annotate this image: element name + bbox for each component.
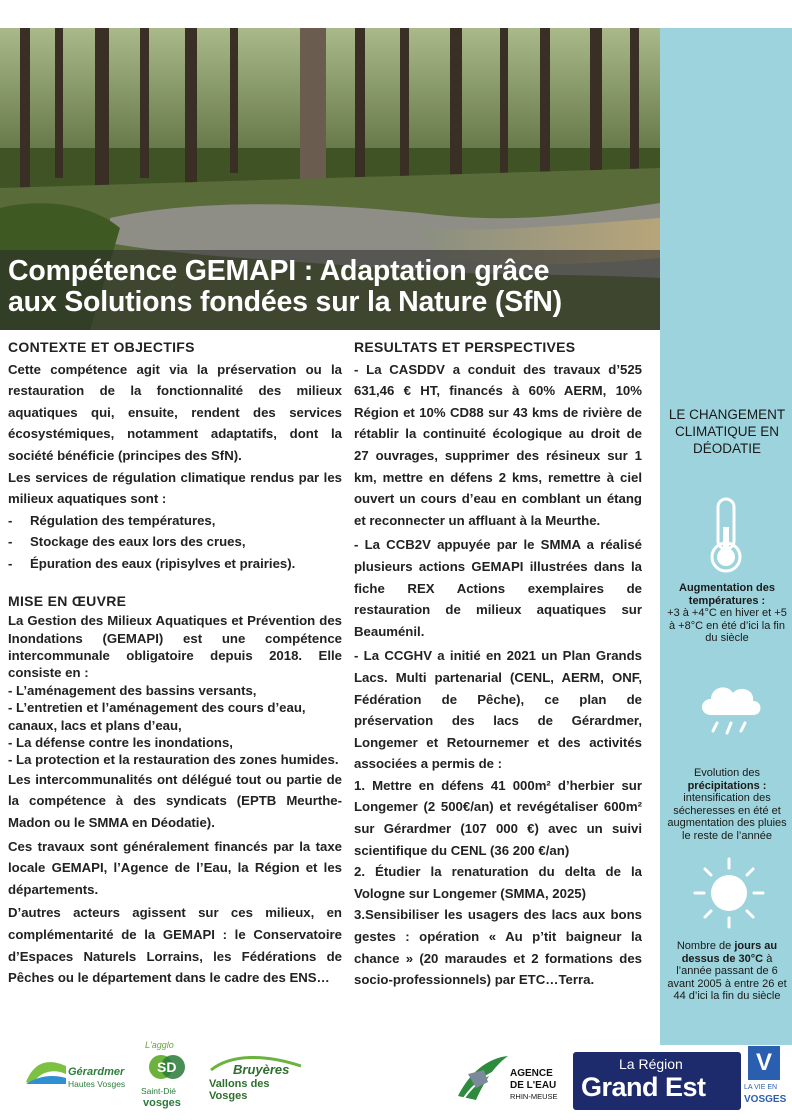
agence-eau-mark-icon bbox=[454, 1052, 510, 1104]
region-line-2: Grand Est bbox=[581, 1072, 706, 1102]
results-heading: RESULTATS ET PERSPECTIVES bbox=[354, 339, 576, 355]
service-item: - Régulation des températures, bbox=[8, 510, 342, 532]
precipitation-info bbox=[664, 767, 790, 842]
left-column bbox=[8, 337, 342, 989]
agence-line-2: DE L'EAU bbox=[510, 1080, 557, 1091]
agence-line-1: AGENCE bbox=[510, 1068, 553, 1079]
vosges-v-icon: V bbox=[748, 1046, 780, 1080]
service-item-text: Régulation des températures, bbox=[30, 512, 216, 528]
results-list-item: 1. Mettre en défens 41 000m² d’herbier sur Longemer (2 500€/an) et revégétaliser 600m² sur Gérardmer (107 000 €) avec un suivi scientifique du CENL (36 200 €/an) bbox=[354, 777, 642, 858]
right-column bbox=[354, 337, 642, 991]
hot-days-text: à l’année passant de 6 avant 2005 à entre 26 et 44 d’ici la fin du siècle bbox=[667, 952, 787, 1002]
implementation-heading: MISE EN ŒUVRE bbox=[8, 592, 127, 609]
logo-vosges bbox=[744, 1046, 788, 1112]
temperature-info bbox=[664, 582, 790, 645]
context-heading: CONTEXTE ET OBJECTIFS bbox=[8, 339, 195, 355]
hot-days-bold: jours au dessus de 30°C bbox=[681, 940, 778, 965]
gerardmer-name: Gérardmer bbox=[68, 1066, 125, 1078]
thermometer-icon bbox=[706, 497, 746, 575]
gerardmer-subname: Hautes Vosges bbox=[68, 1079, 126, 1089]
implementation-item: - La défense contre les inondations, bbox=[8, 734, 233, 750]
page-title bbox=[8, 256, 658, 318]
logo-bruyeres bbox=[205, 1052, 309, 1104]
agglo-name-1: Saint-Dié bbox=[141, 1086, 176, 1096]
precipitation-bold: précipitations : bbox=[687, 779, 767, 792]
hot-days-info bbox=[664, 940, 790, 1003]
implementation-paragraph-3: Ces travaux sont généralement financés par la taxe locale GEMAPI, l’Agence de l’Eau, la Région et les départements. bbox=[8, 838, 342, 897]
logo-region-grand-est bbox=[573, 1052, 741, 1110]
context-paragraph-1: Cette compétence agit via la préservation ou la restauration de la fonctionnalité des milieux aquatiques qui, ensuite, rendent des services écosystémiques, notamment adaptatifs, dont la société bénéficie (principes des SfN). bbox=[8, 361, 342, 463]
temperature-bold: Augmentation des températures : bbox=[679, 582, 775, 607]
vosges-line-2: VOSGES bbox=[744, 1094, 787, 1105]
implementation-paragraph-4: D’autres acteurs agissent sur ces milieux, en complémentarité de la GEMAPI : le Conservatoire d’Espaces Naturels Lorrains, les Fédérations de Pêches ou le département dans le cadre des ENS… bbox=[8, 905, 342, 986]
service-item: - Stockage des eaux lors des crues, bbox=[8, 531, 342, 553]
title-line-1: Compétence GEMAPI : Adaptation grâce bbox=[8, 255, 550, 287]
context-paragraph-2: Les services de régulation climatique rendus par les milieux aquatiques sont : bbox=[8, 469, 342, 507]
agglo-mark-icon bbox=[147, 1050, 187, 1084]
results-paragraph-2: - La CCB2V appuyée par le SMMA a réalisé plusieurs actions GEMAPI illustrées dans la fiche REX Actions exemplaires de restauration de milieux aquatiques sur Beauménil. bbox=[354, 537, 642, 639]
precipitation-pre: Evolution des bbox=[693, 767, 761, 779]
results-paragraph-3: - La CCGHV a initié en 2021 un Plan Grands Lacs. Multi partenarial (CENL, AERM, ONF, Fédération de Pêche), ce plan de préservation des lacs de Gérardmer, Longemer et Retournemer et des activités associées a permis de : bbox=[354, 648, 642, 772]
agglo-top: L'agglo bbox=[145, 1040, 174, 1050]
implementation-item: - L’entretien et l’aménagement des cours d’eau, canaux, lacs et plans d’eau, bbox=[8, 700, 306, 733]
agence-line-3: RHIN-MEUSE bbox=[510, 1092, 558, 1101]
vosges-line-1: LA VIE EN bbox=[744, 1084, 778, 1091]
title-line-2: aux Solutions fondées sur la Nature (SfN) bbox=[8, 286, 562, 318]
results-list-item: 2. Étudier la renaturation du delta de la Vologne sur Longemer (SMMA, 2025) bbox=[354, 864, 642, 901]
logo-agence-eau bbox=[454, 1052, 568, 1112]
logo-gerardmer bbox=[24, 1048, 134, 1108]
region-line-1: La Région bbox=[619, 1056, 683, 1072]
implementation-paragraph-1: La Gestion des Milieux Aquatiques et Prévention des Inondations (GEMAPI) est une compétence intercommunale obligatoire depuis 2018. Elle consiste en : bbox=[8, 613, 342, 681]
rain-cloud-icon bbox=[695, 673, 767, 745]
svg-text:SD: SD bbox=[157, 1059, 177, 1075]
sun-icon bbox=[691, 855, 767, 931]
bruyeres-name: Bruyères bbox=[233, 1062, 290, 1077]
service-item-text: Stockage des eaux lors des crues, bbox=[30, 534, 246, 550]
implementation-item: - L’aménagement des bassins versants, bbox=[8, 682, 257, 698]
gerardmer-mark-icon bbox=[24, 1052, 68, 1088]
service-item: - Épuration des eaux (ripisylves et prairies). bbox=[8, 553, 342, 575]
bruyeres-subname: Vallons des Vosges bbox=[209, 1078, 270, 1102]
temperature-text: +3 à +4°C en hiver et +5 à +8°C en été d’ici la fin du siècle bbox=[667, 607, 787, 644]
agglo-name-2: vosges bbox=[143, 1097, 181, 1109]
logo-agglo-saint-die bbox=[141, 1040, 197, 1112]
service-item-text: Épuration des eaux (ripisylves et prairies). bbox=[30, 555, 296, 571]
sidebar-heading: LE CHANGEMENT CLIMATIQUE EN DÉODATIE bbox=[668, 407, 786, 456]
hot-days-pre: Nombre de bbox=[676, 940, 732, 952]
results-list-item: 3.Sensibiliser les usagers des lacs aux bons gestes : opération « Au p’tit baigneur la chance » (20 maraudes et 2 formations des socio-professionnels) par ETC…Terra. bbox=[354, 907, 642, 988]
results-paragraph-1: - La CASDDV a conduit des travaux d’525 631,46 € HT, financés à 60% AERM, 10% Région et 10% CD88 sur 43 kms de rivière de rétablir la continuité écologique au droit de 27 ouvrages, supprimer des résineux sur 1 km, mettre en défens 2 kms, remettre à ciel ouvert un cours d’eau en comblant un étang et reconnecter un affluant à la Meurthe. bbox=[354, 361, 642, 528]
implementation-paragraph-2: Les intercommunalités ont délégué tout ou partie de la compétence à des syndicats (EPTB Meurthe-Madon ou le SMMA en Déodatie). bbox=[8, 771, 342, 830]
implementation-item: - La protection et la restauration des zones humides. bbox=[8, 752, 339, 768]
precipitation-text: intensification des sécheresses en été et augmentation des pluies le reste de l’année bbox=[667, 792, 787, 842]
